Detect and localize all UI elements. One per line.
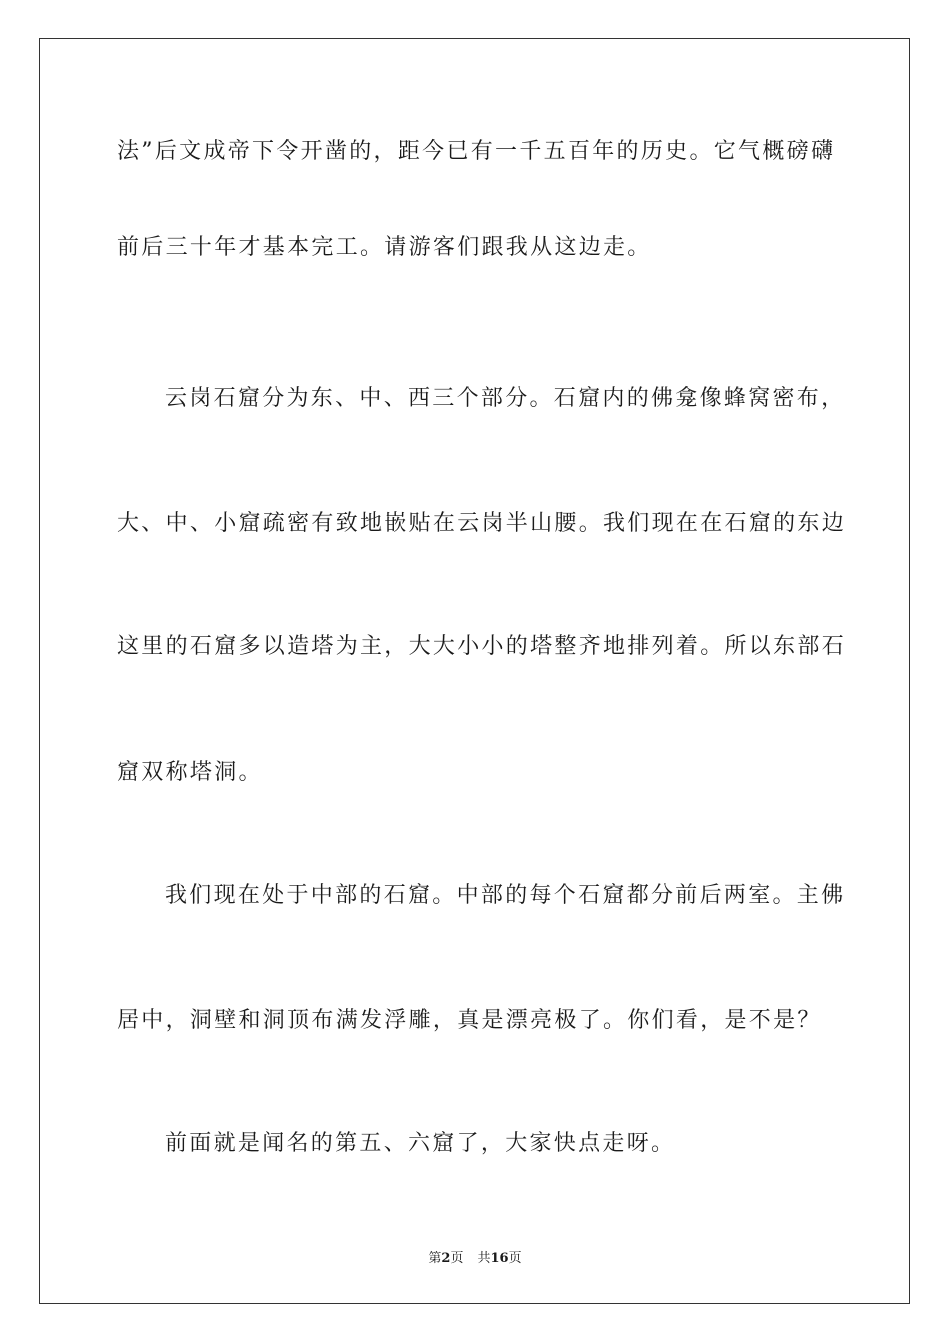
footer-page-prefix: 第 xyxy=(428,1251,442,1266)
text-line-8: 居中，洞壁和洞顶布满发浮雕，真是漂亮极了。你们看，是不是？ xyxy=(117,1008,822,1033)
text-line-5: 这里的石窟多以造塔为主，大大小小的塔整齐地排列着。所以东部石 xyxy=(117,634,847,659)
footer-page-suffix: 页 xyxy=(450,1251,464,1266)
footer-page-number: 2 xyxy=(441,1251,451,1266)
text-line-3: 云岗石窟分为东、中、西三个部分。石窟内的佛龛像蜂窝密布， xyxy=(165,386,846,411)
text-line-2: 前后三十年才基本完工。请游客们跟我从这边走。 xyxy=(117,235,652,260)
text-line-1: 法”后文成帝下令开凿的，距今已有一千五百年的历史。它气概磅礴 xyxy=(117,139,836,164)
page-frame xyxy=(39,38,910,1304)
footer-total-pages: 16 xyxy=(490,1251,509,1266)
text-line-6: 窟双称塔洞。 xyxy=(117,760,263,785)
text-line-9: 前面就是闻名的第五、六窟了，大家快点走呀。 xyxy=(165,1131,676,1156)
footer-total-prefix: 共 xyxy=(477,1251,491,1266)
footer-total-suffix: 页 xyxy=(508,1251,522,1266)
text-line-4: 大、中、小窟疏密有致地嵌贴在云岗半山腰。我们现在在石窟的东边 xyxy=(117,511,847,536)
text-line-7: 我们现在处于中部的石窟。中部的每个石窟都分前后两室。主佛 xyxy=(165,883,846,908)
page-footer xyxy=(0,1247,950,1266)
